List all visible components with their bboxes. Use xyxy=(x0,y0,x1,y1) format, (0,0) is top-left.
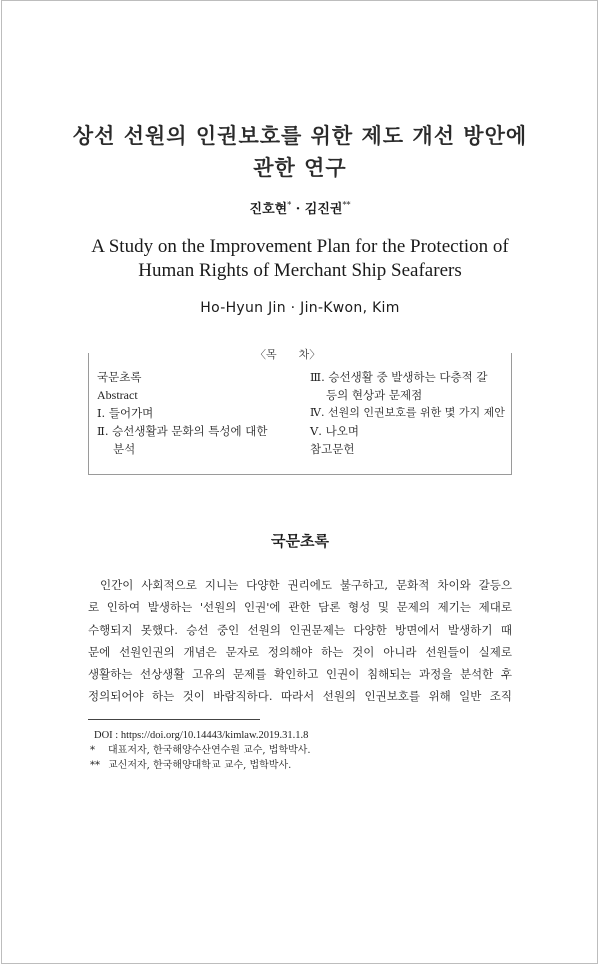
footnote-divider xyxy=(88,719,260,720)
author-1-name: 진호현 xyxy=(249,202,288,217)
korean-authors xyxy=(0,198,600,217)
abstract-line: 문에 선원인권의 개념은 문자로 정의해야 하는 것이 아니라 선원들이 실제로 xyxy=(88,644,512,659)
toc-item-continued[interactable]: 분석 xyxy=(113,442,136,456)
toc-item[interactable]: Ⅴ. 나오며 xyxy=(310,424,359,438)
author-1-mark: * xyxy=(287,200,292,210)
toc-heading: 〈목 차〉 xyxy=(255,348,321,361)
footnote-1 xyxy=(90,743,311,758)
toc-left-column xyxy=(97,368,297,458)
toc-item-continued[interactable]: 등의 현상과 문제점 xyxy=(326,388,423,402)
doi-link[interactable]: DOI : https://doi.org/10.14443/kimlaw.2019.31.1.8 xyxy=(94,730,309,741)
abstract-body xyxy=(88,574,512,708)
toc-item[interactable]: Ⅱ. 승선생활과 문화의 특성에 대한 xyxy=(97,424,268,438)
english-authors: Ho-Hyun Jin · Jin-Kwon, Kim xyxy=(200,300,400,316)
abstract-line: 로 인하여 발생하는 '선원의 인권'에 관한 담론 형성 및 문제의 제기는 제대로 xyxy=(88,600,512,615)
abstract-line: 정의되어야 하는 것이 바람직하다. 따라서 선원의 인권보호를 위해 일반 조직 xyxy=(88,689,512,704)
english-title-line-2: Human Rights of Merchant Ship Seafarers xyxy=(138,260,462,281)
toc-right-column xyxy=(310,368,510,458)
toc-item[interactable]: Ⅰ. 들어가며 xyxy=(97,406,154,420)
footnotes xyxy=(90,728,311,773)
korean-title-line-2: 관한 연구 xyxy=(253,155,347,180)
author-2-mark: ** xyxy=(342,200,351,210)
toc-item[interactable]: Ⅳ. 선원의 인권보호를 위한 몇 가지 제안 xyxy=(310,406,505,419)
footnote-1-mark: * xyxy=(90,745,95,756)
abstract-line: 수행되지 못했다. 승선 중인 선원의 인권문제는 다양한 방면에서 발생하기 때 xyxy=(88,622,512,637)
author-2-name: 김진권 xyxy=(304,202,343,217)
toc-item[interactable]: 참고문헌 xyxy=(310,442,355,456)
footnote-2-text: 교신저자, 한국해양대학교 교수, 법학박사. xyxy=(108,760,292,771)
toc-item[interactable]: 국문초록 xyxy=(97,370,142,384)
toc-item[interactable]: Ⅲ. 승선생활 중 발생하는 다층적 갈 xyxy=(310,370,488,384)
abstract-heading: 국문초록 xyxy=(271,532,329,550)
abstract-line: 인간이 사회적으로 지니는 다양한 권리에도 불구하고, 문화적 차이와 갈등으 xyxy=(100,578,512,592)
footnote-2-mark: ** xyxy=(90,760,100,771)
english-title-line-1: A Study on the Improvement Plan for the Protection of xyxy=(91,236,509,257)
abstract-line: 생활하는 선상생활 고유의 문제를 확인하고 인권이 침해되는 과정을 분석한 후 xyxy=(88,667,512,682)
korean-title-line-1: 상선 선원의 인권보호를 위한 제도 개선 방안에 xyxy=(72,123,528,148)
author-separator: · xyxy=(291,202,305,217)
toc-item[interactable]: Abstract xyxy=(97,388,138,402)
footnote-1-text: 대표저자, 한국해양수산연수원 교수, 법학박사. xyxy=(108,745,311,756)
footnote-2 xyxy=(90,758,311,773)
